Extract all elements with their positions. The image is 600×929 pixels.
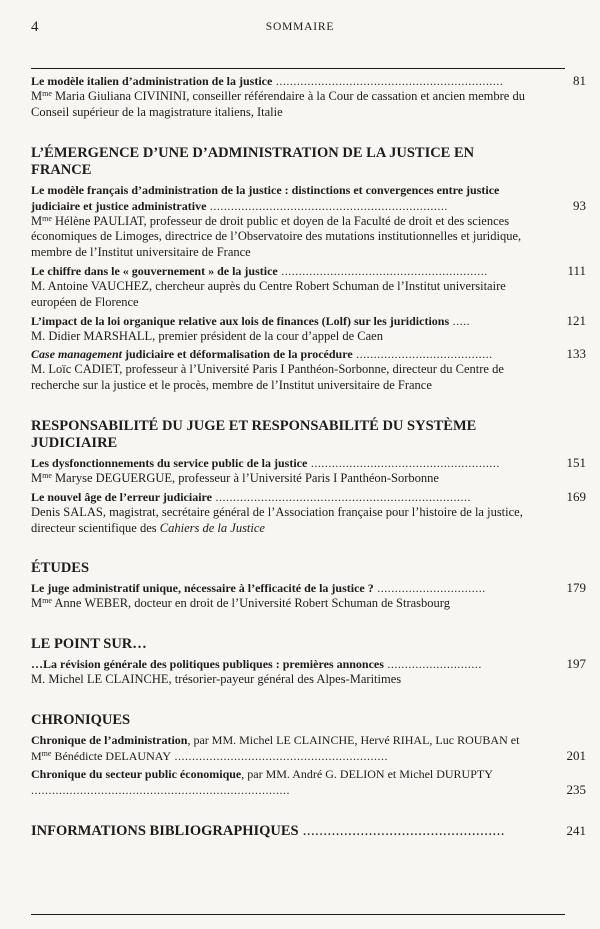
section-title: LE POINT SUR… xyxy=(31,636,147,653)
toc-entry xyxy=(31,732,586,764)
author-text: me xyxy=(42,470,52,480)
toc-section xyxy=(31,560,586,612)
entry-title-text: Chronique de l’administration xyxy=(31,732,188,747)
section-title: CHRONIQUES xyxy=(31,711,131,728)
entry-title-text: Les dysfonctionnements du service public de la justice xyxy=(31,455,308,470)
page-number: 4 xyxy=(31,19,39,35)
page-number-ref: 197 xyxy=(566,656,586,672)
entry-author xyxy=(31,329,586,345)
leader-dots: ........................................................... xyxy=(277,263,488,278)
author-text: me xyxy=(42,89,52,98)
toc-entry xyxy=(31,182,586,261)
leader-dots: ............................... xyxy=(373,581,486,596)
entry-title-text: Le modèle italien d’administration de la justice xyxy=(31,74,273,88)
author-text: Hélène PAULIAT, professeur de droit public et doyen de la Faculté de droit et des sciences économiques de Limoges, directrice de l’Observatoire des mutations institutionnelles et juridique, membre de l’Institut universitaire de France xyxy=(31,213,522,260)
toc-entry xyxy=(31,263,586,311)
table-of-contents xyxy=(31,71,586,840)
entry-title xyxy=(31,822,586,840)
entry-author xyxy=(31,471,586,487)
entry-author xyxy=(31,214,586,261)
toc-entry xyxy=(31,766,586,798)
entry-title xyxy=(31,732,586,764)
entry-title-text: judiciaire et déformalisation de la procédure xyxy=(122,347,353,362)
running-head: SOMMAIRE xyxy=(265,21,335,33)
author-text: me xyxy=(42,213,52,223)
page-number-ref: 169 xyxy=(566,488,586,504)
author-text: M. Antoine VAUCHEZ, chercheur auprès du Centre Robert Schuman de l’Institut universitaire européen de Florence xyxy=(31,278,506,309)
leader-dots: ........................... xyxy=(383,657,482,672)
toc-entry xyxy=(31,455,586,487)
entry-title xyxy=(31,489,586,505)
leader-dots: ......................................................................... xyxy=(211,489,471,504)
leader-dots: ............................................................. xyxy=(170,748,388,763)
toc-entry xyxy=(31,656,586,688)
author-text: Maryse DEGUERGUE, professeur à l’Université Paris I Panthéon-Sorbonne xyxy=(51,470,439,485)
author-text: M xyxy=(31,89,43,103)
section-title: RESPONSABILITÉ DU JUGE ET RESPONSABILITÉ DU SYSTÈME JUDICIAIRE xyxy=(31,417,477,451)
author-text: Maria Giuliana CIVININI, conseiller référendaire à la Cour de cassation et ancien membre du Conseil supérieur de la magistrature italiens, Italie xyxy=(31,89,525,119)
entry-author xyxy=(31,279,586,311)
entry-title xyxy=(31,455,586,471)
top-rule xyxy=(31,68,565,69)
entry-author xyxy=(31,596,586,612)
author-text: M xyxy=(31,470,43,485)
author-text: Cahiers de la Justice xyxy=(159,520,265,535)
toc-entry xyxy=(31,822,586,840)
toc-section xyxy=(31,73,586,121)
entry-title-text: Chronique du secteur public économique xyxy=(31,766,242,781)
page-number-ref: 93 xyxy=(573,197,586,213)
author-text: Denis SALAS, magistrat, secrétaire général de l’Association française pour l’histoire de la justice, directeur scientifique des xyxy=(31,504,523,535)
page-number-ref: 81 xyxy=(573,73,586,88)
page-number-ref: 133 xyxy=(566,346,586,362)
author-text: M. Loïc CADIET, professeur à l’Université Paris I Panthéon-Sorbonne, directeur du Centre de recherche sur la justice et le procès, membre de l’Institut universitaire de France xyxy=(31,362,504,393)
entry-title xyxy=(31,580,586,596)
leader-dots: .................................................................... xyxy=(206,198,448,213)
page-number-ref: 235 xyxy=(566,781,586,797)
toc-section xyxy=(31,418,586,536)
entry-title xyxy=(31,73,586,89)
entry-title xyxy=(31,766,586,798)
page-number-ref: 201 xyxy=(566,747,586,763)
toc-entry xyxy=(31,580,586,612)
leader-dots: ................................................. xyxy=(298,822,505,839)
entry-author xyxy=(31,505,586,537)
leader-dots: ....................................... xyxy=(352,347,493,362)
author-text: M xyxy=(31,596,43,611)
entry-title-text: , par MM. Michel LE CLAINCHE, Hervé RIHAL, Luc ROUBAN et M xyxy=(31,732,520,763)
author-text: Anne WEBER, docteur en droit de l’Université Robert Schuman de Strasbourg xyxy=(51,596,450,611)
entry-author xyxy=(31,672,586,688)
section-title: L’ÉMERGENCE D’UNE D’ADMINISTRATION DE LA JUSTICE EN FRANCE xyxy=(31,144,475,178)
page-number-ref: 179 xyxy=(566,580,586,596)
page-number-ref: 241 xyxy=(566,822,586,838)
entry-title-text: INFORMATIONS BIBLIOGRAPHIQUES xyxy=(31,822,299,839)
leader-dots: ..... xyxy=(449,313,471,328)
leader-dots: ...................................................... xyxy=(307,455,500,470)
entry-title-text: Case management xyxy=(31,347,123,362)
entry-title xyxy=(31,263,586,279)
bottom-rule xyxy=(31,914,565,915)
toc-entry xyxy=(31,73,586,121)
author-text: me xyxy=(42,596,52,606)
entry-title-text: Le chiffre dans le « gouvernement » de la justice xyxy=(31,263,278,278)
entry-title xyxy=(31,182,586,214)
entry-author xyxy=(31,362,586,394)
entry-title-text: L’impact de la loi organique relative aux lois de finances (Lolf) sur les juridictions xyxy=(31,313,450,328)
entry-author xyxy=(31,89,586,121)
author-text: M. Michel LE CLAINCHE, trésorier-payeur général des Alpes-Maritimes xyxy=(31,672,402,687)
toc-section xyxy=(31,822,586,840)
section-title: ÉTUDES xyxy=(31,560,90,577)
entry-title-text: , par MM. André G. DELION et Michel DURUPTY xyxy=(241,766,493,781)
entry-title-text: Le modèle français d’administration de la justice : distinctions et convergences entre justice judiciaire et justice administrative xyxy=(31,182,500,213)
leader-dots: ................................................................. xyxy=(272,74,504,88)
author-text: M xyxy=(31,213,43,228)
entry-title-text: Le juge administratif unique, nécessaire à l’efficacité de la justice ? xyxy=(31,581,374,596)
toc-entry xyxy=(31,313,586,345)
author-text: M. Didier MARSHALL, premier président de la cour d’appel de Caen xyxy=(31,328,383,343)
page-number-ref: 151 xyxy=(566,454,586,470)
page-number-ref: 111 xyxy=(567,262,586,278)
page-number-ref: 121 xyxy=(566,312,586,328)
toc-entry xyxy=(31,346,586,394)
entry-title-text: …La révision générale des politiques publiques : premières annonces xyxy=(31,657,384,672)
toc-entry xyxy=(31,489,586,537)
entry-title-text: Le nouvel âge de l’erreur judiciaire xyxy=(31,489,212,504)
toc-section xyxy=(31,712,586,798)
leader-dots: .......................................................................... xyxy=(31,782,290,797)
toc-section xyxy=(31,145,586,394)
toc-section xyxy=(31,636,586,688)
entry-title xyxy=(31,313,586,329)
entry-title-text: Bénédicte DELAUNAY xyxy=(51,748,171,763)
entry-title xyxy=(31,656,586,672)
entry-title-text: me xyxy=(41,748,52,758)
entry-title xyxy=(31,346,586,362)
